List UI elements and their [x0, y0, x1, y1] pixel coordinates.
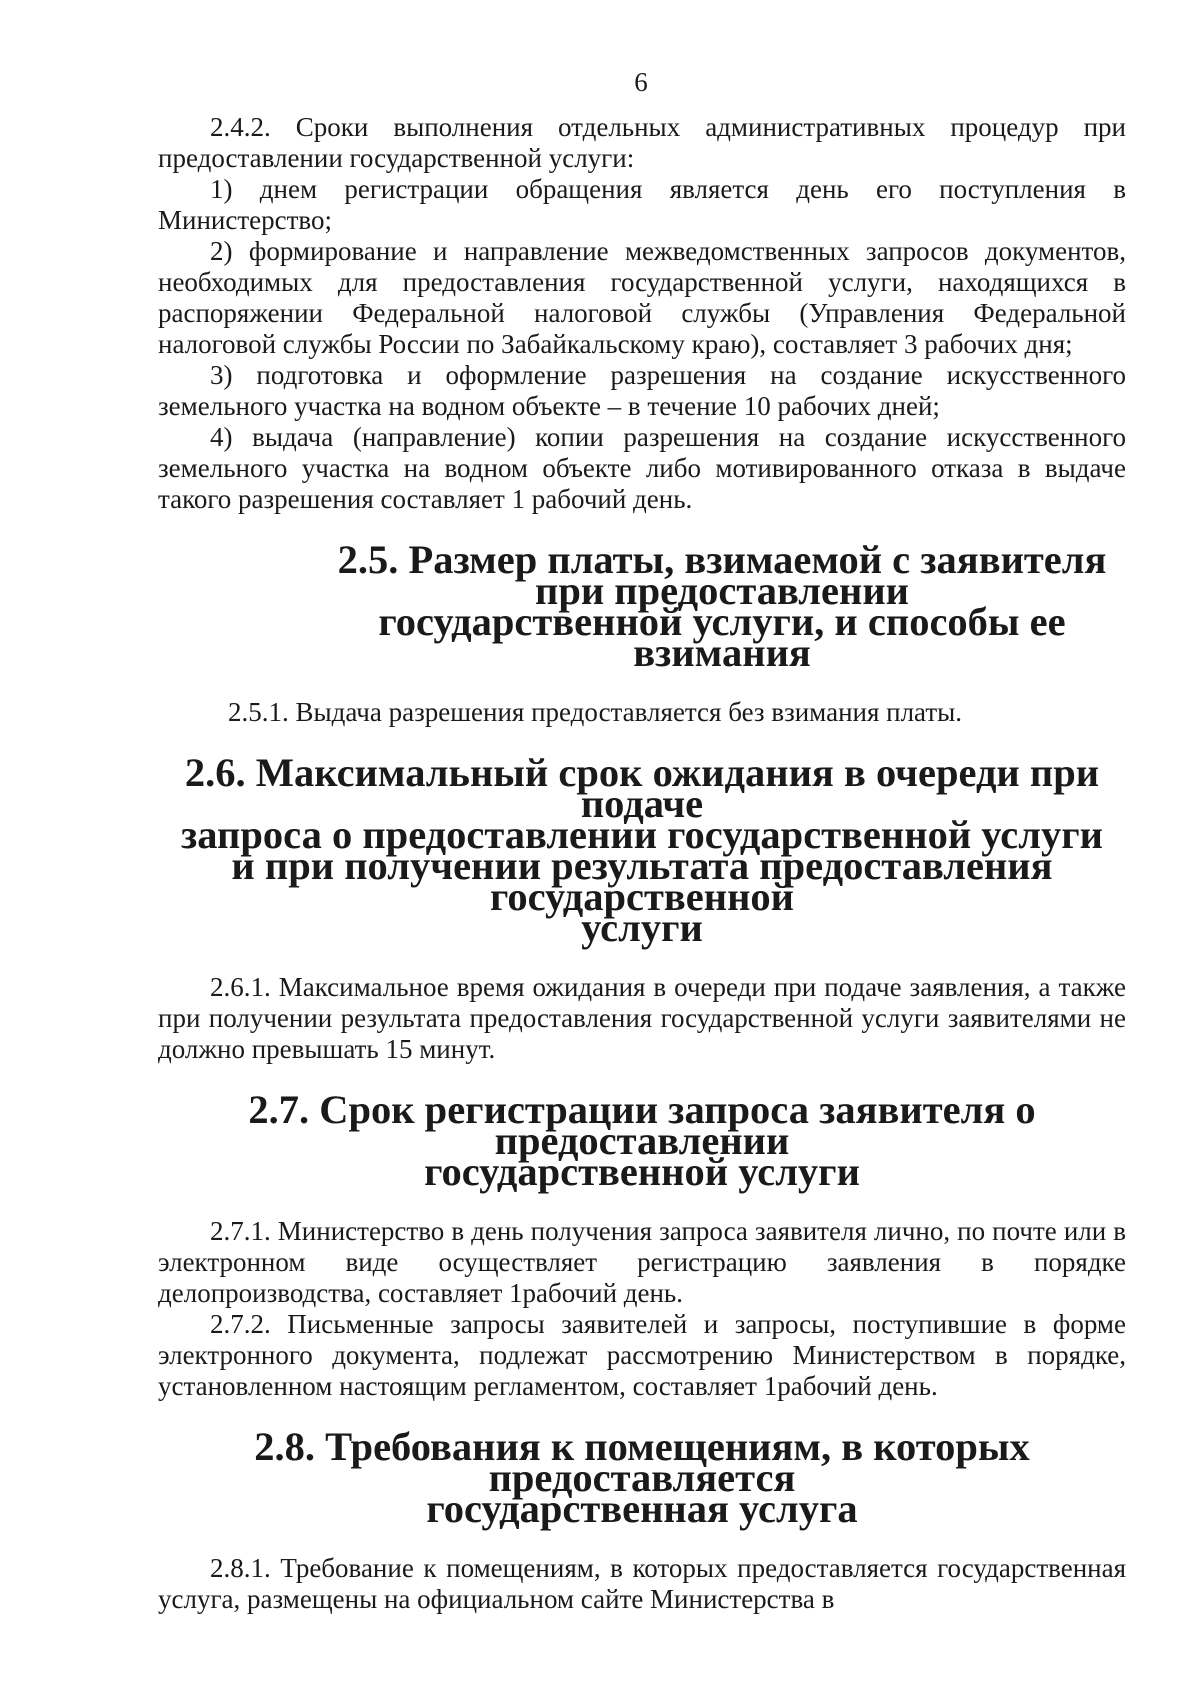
section-heading-2-5: 2.5. Размер платы, взимаемой с заявителя при предоставлении государственной услуги, и способы ее взимания — [337, 537, 1107, 675]
section-heading-2-7: 2.7. Срок регистрации запроса заявителя о предоставлении государственной услуги — [248, 1087, 1036, 1194]
section-heading-2-6: 2.6. Максимальный срок ожидания в очереди при подаче запроса о предоставлении государственной услуги и при получении результата предоставления государственной услуги — [181, 750, 1103, 950]
paragraph-2-7-2: 2.7.2. Письменные запросы заявителей и запросы, поступившие в форме электронного документа, подлежат рассмотрению Министерством в порядке, установленном настоящим регламентом, составляет 1рабочий день. — [158, 1309, 1126, 1401]
list-item-2-4-2-1: 1) днем регистрации обращения является день его поступления в Министерство; — [158, 174, 1126, 235]
paragraph-2-6-1: 2.6.1. Максимальное время ожидания в очереди при подаче заявления, а также при получении результата предоставления государственной услуги заявителями не должно превышать 15 минут. — [158, 972, 1126, 1064]
section-heading-2-8: 2.8. Требования к помещениям, в которых предоставляется государственная услуга — [254, 1424, 1030, 1531]
paragraph-2-8-1: 2.8.1. Требование к помещениям, в которых предоставляется государственная услуга, размещены на официальном сайте Министерства в — [158, 1553, 1126, 1614]
list-item-2-4-2-2: 2) формирование и направление межведомственных запросов документов, необходимых для предоставления государственной услуги, находящихся в распоряжении Федеральной налоговой службы (Управления Федеральной налоговой службы России по Забайкальскому краю), составляет 3 рабочих дня; — [158, 236, 1126, 359]
page-number: 6 — [634, 67, 648, 97]
paragraph-2-5-1: 2.5.1. Выдача разрешения предоставляется без взимания платы. — [228, 697, 963, 727]
paragraph-2-4-2: 2.4.2. Сроки выполнения отдельных административных процедур при предоставлении государственной услуги: — [158, 112, 1126, 173]
list-item-2-4-2-4: 4) выдача (направление) копии разрешения на создание искусственного земельного участка на водном объекте либо мотивированного отказа в выдаче такого разрешения составляет 1 рабочий день. — [158, 422, 1126, 514]
document-body — [158, 112, 1126, 1615]
paragraph-2-7-1: 2.7.1. Министерство в день получения запроса заявителя лично, по почте или в электронном виде осуществляет регистрацию заявления в порядке делопроизводства, составляет 1рабочий день. — [158, 1216, 1126, 1308]
list-item-2-4-2-3: 3) подготовка и оформление разрешения на создание искусственного земельного участка на водном объекте – в течение 10 рабочих дней; — [158, 360, 1126, 421]
